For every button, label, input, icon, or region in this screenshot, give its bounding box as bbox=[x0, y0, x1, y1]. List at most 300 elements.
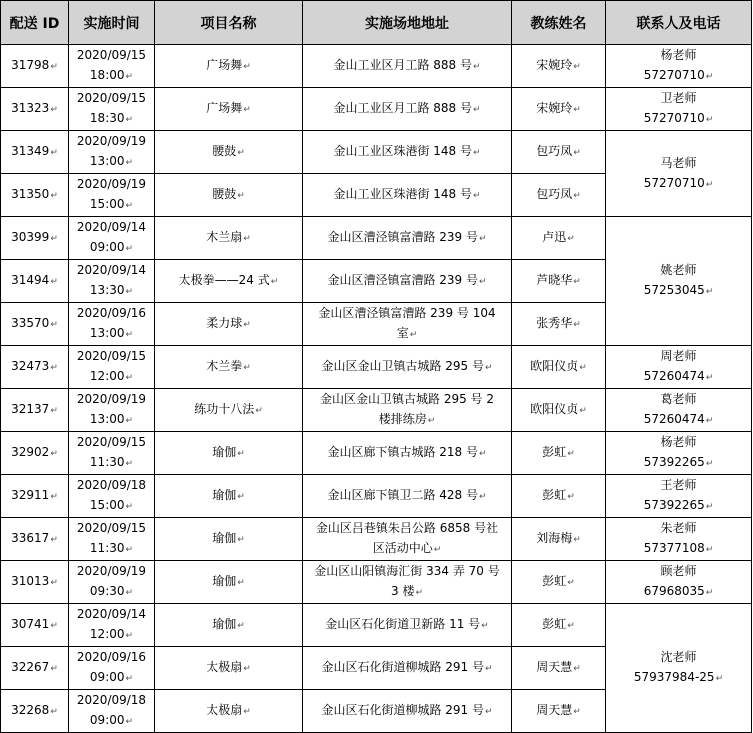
paragraph-mark-icon: ↵ bbox=[50, 535, 58, 545]
cell-text-line: 31494 bbox=[11, 273, 50, 287]
cell-text-line: 包巧凤 bbox=[536, 144, 573, 158]
cell-text-line: 沈老师 bbox=[660, 650, 697, 664]
cell-text-line: 周天慧 bbox=[536, 660, 573, 674]
cell-time bbox=[69, 174, 155, 217]
cell-project bbox=[155, 88, 303, 131]
cell-text-line: 11:30 bbox=[89, 541, 125, 555]
cell-text-line: 金山区石化街道柳城路 291 号 bbox=[321, 703, 484, 717]
cell-text-line: 欧阳仪贞 bbox=[530, 359, 579, 373]
header-coach: 教练姓名 bbox=[512, 1, 606, 45]
paragraph-mark-icon: ↵ bbox=[243, 234, 251, 244]
paragraph-mark-icon: ↵ bbox=[125, 115, 134, 125]
paragraph-mark-icon: ↵ bbox=[125, 545, 134, 555]
cell-text-line: 32268 bbox=[11, 703, 50, 717]
paragraph-mark-icon: ↵ bbox=[705, 459, 714, 469]
table-row bbox=[1, 561, 752, 604]
cell-time bbox=[69, 260, 155, 303]
paragraph-mark-icon: ↵ bbox=[705, 502, 714, 512]
cell-address bbox=[303, 475, 512, 518]
cell-text-line: 13:00 bbox=[89, 154, 125, 168]
paragraph-mark-icon: ↵ bbox=[50, 578, 58, 588]
cell-coach bbox=[512, 174, 606, 217]
cell-text-line: 2020/09/15 bbox=[76, 91, 147, 105]
cell-project bbox=[155, 346, 303, 389]
cell-text-line: 09:00 bbox=[89, 670, 125, 684]
cell-text-line: 瑜伽 bbox=[212, 617, 237, 631]
cell-text-line: 2020/09/15 bbox=[76, 349, 147, 363]
cell-text-line: 室 bbox=[396, 326, 409, 340]
cell-text-line: 30741 bbox=[11, 617, 50, 631]
cell-text-line: 瑜伽 bbox=[212, 488, 237, 502]
cell-time bbox=[69, 518, 155, 561]
paragraph-mark-icon: ↵ bbox=[705, 72, 714, 82]
cell-text-line: 金山区漕泾镇富漕路 239 号 bbox=[327, 230, 478, 244]
paragraph-mark-icon: ↵ bbox=[573, 148, 581, 158]
cell-coach bbox=[512, 88, 606, 131]
cell-text-line: 柔力球 bbox=[206, 316, 243, 330]
paragraph-mark-icon: ↵ bbox=[50, 234, 58, 244]
paragraph-mark-icon: ↵ bbox=[50, 449, 58, 459]
cell-coach bbox=[512, 432, 606, 475]
cell-text-line: 金山区吕巷镇朱吕公路 6858 号社 bbox=[315, 521, 499, 535]
cell-time bbox=[69, 88, 155, 131]
cell-coach bbox=[512, 260, 606, 303]
paragraph-mark-icon: ↵ bbox=[50, 191, 58, 201]
cell-text-line: 金山区金山卫镇古城路 295 号 bbox=[321, 359, 484, 373]
cell-project bbox=[155, 303, 303, 346]
cell-text-line: 金山区廊下镇卫二路 428 号 bbox=[327, 488, 478, 502]
paragraph-mark-icon: ↵ bbox=[567, 621, 575, 631]
cell-text-line: 12:00 bbox=[89, 369, 125, 383]
cell-text-line: 2020/09/15 bbox=[76, 435, 147, 449]
cell-text-line: 2020/09/14 bbox=[76, 263, 147, 277]
cell-time bbox=[69, 217, 155, 260]
cell-text-line: 瑜伽 bbox=[212, 445, 237, 459]
paragraph-mark-icon: ↵ bbox=[237, 449, 245, 459]
cell-time bbox=[69, 647, 155, 690]
paragraph-mark-icon: ↵ bbox=[237, 148, 245, 158]
cell-text-line: 王老师 bbox=[660, 478, 697, 492]
paragraph-mark-icon: ↵ bbox=[573, 320, 581, 330]
cell-text-line: 31013 bbox=[11, 574, 50, 588]
header-address: 实施场地地址 bbox=[303, 1, 512, 45]
cell-time bbox=[69, 690, 155, 733]
cell-text-line: 2020/09/19 bbox=[76, 177, 147, 191]
cell-text-line: 13:00 bbox=[89, 326, 125, 340]
cell-id bbox=[1, 88, 69, 131]
cell-address bbox=[303, 432, 512, 475]
paragraph-mark-icon: ↵ bbox=[485, 707, 493, 717]
cell-text-line: 2020/09/19 bbox=[76, 392, 147, 406]
cell-coach bbox=[512, 647, 606, 690]
cell-text-line: 11:30 bbox=[89, 455, 125, 469]
cell-project bbox=[155, 475, 303, 518]
paragraph-mark-icon: ↵ bbox=[125, 717, 134, 727]
cell-text-line: 欧阳仪贞 bbox=[530, 402, 579, 416]
cell-text-line: 太极拳——24 式 bbox=[178, 273, 270, 287]
cell-text-line: 2020/09/18 bbox=[76, 478, 147, 492]
cell-text-line: 金山区石化街道柳城路 291 号 bbox=[321, 660, 484, 674]
cell-text-line: 57253045 bbox=[643, 283, 705, 297]
table-row bbox=[1, 217, 752, 260]
cell-text-line: 金山区廊下镇古城路 218 号 bbox=[327, 445, 478, 459]
paragraph-mark-icon: ↵ bbox=[50, 320, 58, 330]
paragraph-mark-icon: ↵ bbox=[705, 287, 714, 297]
cell-text-line: 马老师 bbox=[660, 155, 697, 170]
cell-text-line: 2020/09/18 bbox=[76, 693, 147, 707]
paragraph-mark-icon: ↵ bbox=[237, 535, 245, 545]
paragraph-mark-icon: ↵ bbox=[705, 179, 714, 190]
cell-coach bbox=[512, 604, 606, 647]
paragraph-mark-icon: ↵ bbox=[485, 664, 493, 674]
paragraph-mark-icon: ↵ bbox=[473, 105, 481, 115]
paragraph-mark-icon: ↵ bbox=[237, 578, 245, 588]
cell-text-line: 张秀华 bbox=[536, 316, 573, 330]
cell-id bbox=[1, 561, 69, 604]
cell-address bbox=[303, 131, 512, 174]
cell-text-line: 彭虹 bbox=[542, 488, 567, 502]
cell-text-line: 31350 bbox=[11, 187, 50, 201]
cell-text-line: 腰鼓 bbox=[212, 187, 237, 201]
paragraph-mark-icon: ↵ bbox=[573, 707, 581, 717]
paragraph-mark-icon: ↵ bbox=[50, 277, 58, 287]
cell-contact bbox=[606, 475, 752, 518]
cell-id bbox=[1, 475, 69, 518]
cell-time bbox=[69, 346, 155, 389]
cell-address bbox=[303, 217, 512, 260]
cell-project bbox=[155, 174, 303, 217]
cell-text-line: 周老师 bbox=[660, 349, 697, 363]
cell-text-line: 31798 bbox=[11, 58, 50, 72]
paragraph-mark-icon: ↵ bbox=[125, 287, 134, 297]
cell-text-line: 2020/09/16 bbox=[76, 306, 147, 320]
cell-text-line: 金山工业区珠港街 148 号 bbox=[333, 187, 472, 201]
cell-id bbox=[1, 346, 69, 389]
paragraph-mark-icon: ↵ bbox=[573, 664, 581, 674]
paragraph-mark-icon: ↵ bbox=[573, 277, 581, 287]
cell-text-line: 练功十八法 bbox=[194, 402, 255, 416]
cell-time bbox=[69, 45, 155, 88]
paragraph-mark-icon: ↵ bbox=[237, 492, 245, 502]
cell-text-line: 宋婉玲 bbox=[536, 101, 573, 115]
cell-text-line: 朱老师 bbox=[660, 521, 697, 535]
paragraph-mark-icon: ↵ bbox=[50, 707, 58, 717]
paragraph-mark-icon: ↵ bbox=[237, 621, 245, 631]
paragraph-mark-icon: ↵ bbox=[579, 406, 587, 416]
cell-text-line: 57392265 bbox=[643, 498, 705, 512]
paragraph-mark-icon: ↵ bbox=[125, 244, 134, 254]
paragraph-mark-icon: ↵ bbox=[415, 588, 423, 598]
cell-project bbox=[155, 389, 303, 432]
cell-contact bbox=[606, 561, 752, 604]
cell-text-line: 杨老师 bbox=[660, 48, 697, 62]
cell-text-line: 57270710 bbox=[643, 175, 705, 190]
table-row bbox=[1, 88, 752, 131]
paragraph-mark-icon: ↵ bbox=[479, 449, 487, 459]
paragraph-mark-icon: ↵ bbox=[125, 631, 134, 641]
cell-id bbox=[1, 45, 69, 88]
cell-text-line: 周天慧 bbox=[536, 703, 573, 717]
cell-text-line: 2020/09/14 bbox=[76, 607, 147, 621]
cell-text-line: 芦晓华 bbox=[536, 273, 573, 287]
cell-text-line: 瑜伽 bbox=[212, 574, 237, 588]
paragraph-mark-icon: ↵ bbox=[473, 62, 481, 72]
table-row bbox=[1, 604, 752, 647]
cell-address bbox=[303, 690, 512, 733]
cell-id bbox=[1, 217, 69, 260]
cell-contact bbox=[606, 217, 752, 346]
cell-time bbox=[69, 131, 155, 174]
cell-text-line: 金山区石化街道卫新路 11 号 bbox=[325, 617, 481, 631]
cell-project bbox=[155, 561, 303, 604]
cell-text-line: 31323 bbox=[11, 101, 50, 115]
cell-text-line: 彭虹 bbox=[542, 617, 567, 631]
cell-id bbox=[1, 647, 69, 690]
cell-coach bbox=[512, 561, 606, 604]
table-row bbox=[1, 518, 752, 561]
cell-text-line: 太极扇 bbox=[206, 660, 243, 674]
cell-text-line: 2020/09/19 bbox=[76, 564, 147, 578]
cell-text-line: 57937984-25 bbox=[633, 670, 715, 684]
cell-project bbox=[155, 131, 303, 174]
cell-contact bbox=[606, 45, 752, 88]
header-contact: 联系人及电话 bbox=[606, 1, 752, 45]
cell-text-line: 金山工业区珠港街 148 号 bbox=[333, 144, 472, 158]
cell-coach bbox=[512, 45, 606, 88]
paragraph-mark-icon: ↵ bbox=[237, 191, 245, 201]
cell-text-line: 顾老师 bbox=[660, 564, 697, 578]
paragraph-mark-icon: ↵ bbox=[481, 621, 489, 631]
paragraph-mark-icon: ↵ bbox=[125, 72, 134, 82]
paragraph-mark-icon: ↵ bbox=[573, 191, 581, 201]
paragraph-mark-icon: ↵ bbox=[50, 406, 58, 416]
header-row bbox=[1, 1, 752, 45]
cell-id bbox=[1, 174, 69, 217]
cell-text-line: 包巧凤 bbox=[536, 187, 573, 201]
cell-id bbox=[1, 260, 69, 303]
cell-address bbox=[303, 88, 512, 131]
paragraph-mark-icon: ↵ bbox=[243, 320, 251, 330]
cell-text-line: 15:00 bbox=[89, 498, 125, 512]
cell-address bbox=[303, 260, 512, 303]
cell-text-line: 57270710 bbox=[643, 111, 705, 125]
cell-time bbox=[69, 561, 155, 604]
cell-text-line: 葛老师 bbox=[660, 392, 697, 406]
cell-text-line: 彭虹 bbox=[542, 574, 567, 588]
cell-text-line: 31349 bbox=[11, 144, 50, 158]
cell-text-line: 30399 bbox=[11, 230, 50, 244]
cell-text-line: 13:30 bbox=[89, 283, 125, 297]
cell-text-line: 57260474 bbox=[643, 369, 705, 383]
paragraph-mark-icon: ↵ bbox=[125, 373, 134, 383]
cell-contact bbox=[606, 518, 752, 561]
paragraph-mark-icon: ↵ bbox=[573, 62, 581, 72]
cell-project bbox=[155, 260, 303, 303]
cell-text-line: 木兰扇 bbox=[206, 230, 243, 244]
paragraph-mark-icon: ↵ bbox=[715, 674, 724, 684]
cell-text-line: 12:00 bbox=[89, 627, 125, 641]
paragraph-mark-icon: ↵ bbox=[705, 416, 714, 426]
cell-address bbox=[303, 518, 512, 561]
cell-text-line: 2020/09/15 bbox=[76, 48, 147, 62]
header-id: 配送 ID bbox=[1, 1, 69, 45]
cell-time bbox=[69, 389, 155, 432]
cell-text-line: 57377108 bbox=[643, 541, 705, 555]
cell-text-line: 18:30 bbox=[89, 111, 125, 125]
cell-text-line: 32137 bbox=[11, 402, 50, 416]
paragraph-mark-icon: ↵ bbox=[125, 201, 134, 211]
cell-contact bbox=[606, 88, 752, 131]
cell-text-line: 18:00 bbox=[89, 68, 125, 82]
cell-text-line: 32902 bbox=[11, 445, 50, 459]
paragraph-mark-icon: ↵ bbox=[705, 115, 714, 125]
cell-text-line: 太极扇 bbox=[206, 703, 243, 717]
cell-text-line: 33570 bbox=[11, 316, 50, 330]
cell-id bbox=[1, 303, 69, 346]
paragraph-mark-icon: ↵ bbox=[125, 158, 134, 168]
cell-project bbox=[155, 432, 303, 475]
cell-address bbox=[303, 561, 512, 604]
paragraph-mark-icon: ↵ bbox=[479, 492, 487, 502]
cell-text-line: 32911 bbox=[11, 488, 50, 502]
paragraph-mark-icon: ↵ bbox=[125, 459, 134, 469]
paragraph-mark-icon: ↵ bbox=[125, 588, 134, 598]
cell-time bbox=[69, 475, 155, 518]
cell-text-line: 金山区漕泾镇富漕路 239 号 bbox=[327, 273, 478, 287]
cell-contact bbox=[606, 389, 752, 432]
paragraph-mark-icon: ↵ bbox=[125, 674, 134, 684]
paragraph-mark-icon: ↵ bbox=[255, 406, 263, 416]
cell-address bbox=[303, 647, 512, 690]
cell-project bbox=[155, 604, 303, 647]
paragraph-mark-icon: ↵ bbox=[573, 535, 581, 545]
paragraph-mark-icon: ↵ bbox=[50, 621, 58, 631]
cell-coach bbox=[512, 131, 606, 174]
cell-id bbox=[1, 389, 69, 432]
paragraph-mark-icon: ↵ bbox=[50, 492, 58, 502]
cell-address bbox=[303, 389, 512, 432]
cell-text-line: 宋婉玲 bbox=[536, 58, 573, 72]
cell-text-line: 卫老师 bbox=[660, 91, 697, 105]
cell-address bbox=[303, 346, 512, 389]
cell-id bbox=[1, 604, 69, 647]
cell-contact bbox=[606, 432, 752, 475]
paragraph-mark-icon: ↵ bbox=[50, 363, 58, 373]
paragraph-mark-icon: ↵ bbox=[433, 545, 442, 555]
paragraph-mark-icon: ↵ bbox=[567, 578, 575, 588]
cell-text-line: 腰鼓 bbox=[212, 144, 237, 158]
table-row bbox=[1, 475, 752, 518]
header-project: 项目名称 bbox=[155, 1, 303, 45]
cell-text-line: 杨老师 bbox=[660, 435, 697, 449]
paragraph-mark-icon: ↵ bbox=[473, 191, 481, 201]
cell-text-line: 金山区金山卫镇古城路 295 号 2 bbox=[320, 392, 494, 406]
paragraph-mark-icon: ↵ bbox=[485, 363, 493, 373]
cell-text-line: 3 楼 bbox=[391, 584, 415, 598]
paragraph-mark-icon: ↵ bbox=[573, 105, 581, 115]
cell-text-line: 广场舞 bbox=[206, 101, 243, 115]
cell-text-line: 姚老师 bbox=[660, 263, 697, 277]
table-row bbox=[1, 432, 752, 475]
cell-text-line: 瑜伽 bbox=[212, 531, 237, 545]
cell-id bbox=[1, 690, 69, 733]
paragraph-mark-icon: ↵ bbox=[567, 449, 575, 459]
paragraph-mark-icon: ↵ bbox=[125, 416, 134, 426]
cell-id bbox=[1, 432, 69, 475]
paragraph-mark-icon: ↵ bbox=[479, 277, 487, 287]
cell-text-line: 09:30 bbox=[89, 584, 125, 598]
table-row bbox=[1, 346, 752, 389]
cell-address bbox=[303, 303, 512, 346]
paragraph-mark-icon: ↵ bbox=[50, 664, 58, 674]
cell-coach bbox=[512, 518, 606, 561]
paragraph-mark-icon: ↵ bbox=[579, 363, 587, 373]
cell-text-line: 57260474 bbox=[643, 412, 705, 426]
paragraph-mark-icon: ↵ bbox=[567, 492, 575, 502]
cell-coach bbox=[512, 389, 606, 432]
cell-text-line: 2020/09/19 bbox=[76, 134, 147, 148]
paragraph-mark-icon: ↵ bbox=[125, 502, 134, 512]
paragraph-mark-icon: ↵ bbox=[243, 707, 251, 717]
cell-coach bbox=[512, 303, 606, 346]
cell-id bbox=[1, 518, 69, 561]
paragraph-mark-icon: ↵ bbox=[50, 62, 58, 72]
cell-text-line: 金山区山阳镇海汇街 334 弄 70 号 bbox=[314, 564, 500, 578]
paragraph-mark-icon: ↵ bbox=[270, 277, 279, 287]
cell-address bbox=[303, 174, 512, 217]
cell-text-line: 09:00 bbox=[89, 713, 125, 727]
cell-text-line: 2020/09/14 bbox=[76, 220, 147, 234]
paragraph-mark-icon: ↵ bbox=[479, 234, 487, 244]
table-body bbox=[1, 45, 752, 733]
table-row bbox=[1, 45, 752, 88]
cell-project bbox=[155, 690, 303, 733]
cell-text-line: 13:00 bbox=[89, 412, 125, 426]
paragraph-mark-icon: ↵ bbox=[243, 62, 251, 72]
cell-time bbox=[69, 303, 155, 346]
cell-project bbox=[155, 647, 303, 690]
table-row bbox=[1, 389, 752, 432]
cell-address bbox=[303, 45, 512, 88]
cell-contact bbox=[606, 346, 752, 389]
cell-text-line: 33617 bbox=[11, 531, 50, 545]
cell-project bbox=[155, 217, 303, 260]
cell-time bbox=[69, 604, 155, 647]
cell-text-line: 57392265 bbox=[643, 455, 705, 469]
cell-text-line: 刘海梅 bbox=[536, 531, 573, 545]
cell-coach bbox=[512, 475, 606, 518]
cell-coach bbox=[512, 690, 606, 733]
paragraph-mark-icon: ↵ bbox=[705, 373, 714, 383]
cell-text-line: 彭虹 bbox=[542, 445, 567, 459]
paragraph-mark-icon: ↵ bbox=[567, 234, 575, 244]
cell-project bbox=[155, 45, 303, 88]
paragraph-mark-icon: ↵ bbox=[50, 105, 58, 115]
cell-text-line: 2020/09/16 bbox=[76, 650, 147, 664]
cell-text-line: 金山工业区月工路 888 号 bbox=[333, 101, 472, 115]
cell-time bbox=[69, 432, 155, 475]
cell-coach bbox=[512, 346, 606, 389]
cell-text-line: 金山区漕泾镇富漕路 239 号 104 bbox=[318, 306, 496, 320]
paragraph-mark-icon: ↵ bbox=[409, 330, 418, 340]
paragraph-mark-icon: ↵ bbox=[125, 330, 134, 340]
cell-text-line: 09:00 bbox=[89, 240, 125, 254]
cell-text-line: 楼排练房 bbox=[378, 412, 427, 426]
cell-text-line: 卢迅 bbox=[542, 230, 567, 244]
cell-text-line: 32267 bbox=[11, 660, 50, 674]
cell-text-line: 区活动中心 bbox=[372, 541, 433, 555]
paragraph-mark-icon: ↵ bbox=[50, 148, 58, 158]
